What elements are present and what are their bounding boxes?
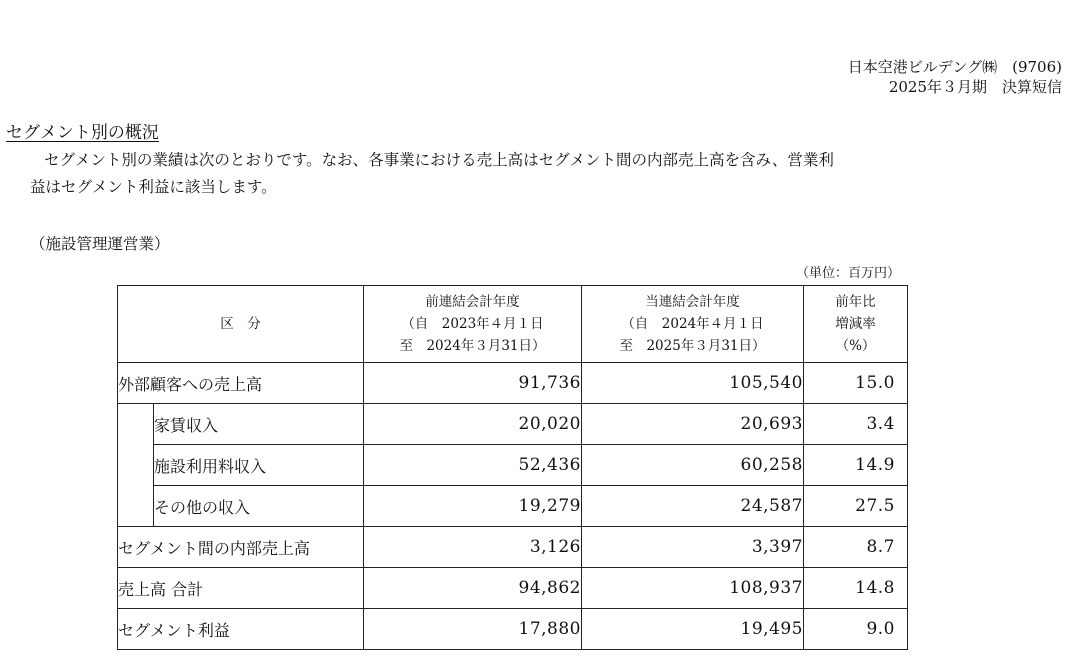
prev-value: 3,126 (364, 527, 582, 568)
row-label: 外部顧客への売上高 (118, 363, 364, 404)
indent-cell (118, 404, 154, 527)
period-line: 2025年３月期 決算短信 (888, 78, 1062, 96)
rate-value: 27.5 (804, 486, 908, 527)
row-label: 売上高 合計 (118, 568, 364, 609)
curr-year-from: （自 2024年４月１日 (621, 316, 764, 332)
curr-value: 60,258 (582, 445, 804, 486)
table-row (118, 404, 908, 445)
prev-year-to: 至 2024年３月31日） (399, 338, 546, 354)
table-header-row (118, 286, 908, 363)
rate-value: 8.7 (804, 527, 908, 568)
rate-title: 前年比 (835, 294, 876, 310)
rate-sub: 増減率 (835, 316, 876, 332)
prev-value: 52,436 (364, 445, 582, 486)
row-label: セグメント間の内部売上高 (118, 527, 364, 568)
section-title: セグメント別の概況 (6, 123, 159, 143)
rate-value: 9.0 (804, 609, 908, 650)
row-label: 家賃収入 (154, 404, 364, 445)
section-paragraph-line2: 益はセグメント利益に該当します。 (30, 178, 277, 196)
prev-value: 20,020 (364, 404, 582, 445)
division-header: 区 分 (118, 286, 364, 363)
prev-value: 19,279 (364, 486, 582, 527)
rate-value: 3.4 (804, 404, 908, 445)
table-row (118, 363, 908, 404)
curr-year-header (582, 286, 804, 363)
curr-value: 20,693 (582, 404, 804, 445)
row-label: セグメント利益 (118, 609, 364, 650)
row-label: 施設利用料収入 (154, 445, 364, 486)
row-label: その他の収入 (154, 486, 364, 527)
table-row (118, 445, 908, 486)
segment-title: （施設管理運営業） (30, 235, 170, 253)
curr-value: 105,540 (582, 363, 804, 404)
curr-value: 19,495 (582, 609, 804, 650)
prev-year-title: 前連結会計年度 (425, 294, 520, 310)
rate-value: 14.8 (804, 568, 908, 609)
unit-label: （単位：百万円） (795, 266, 900, 281)
table-row (118, 568, 908, 609)
table-row (118, 527, 908, 568)
prev-value: 91,736 (364, 363, 582, 404)
rate-value: 15.0 (804, 363, 908, 404)
curr-year-to: 至 2025年３月31日） (619, 338, 766, 354)
company-line: 日本空港ビルデング㈱ (9706) (847, 58, 1062, 76)
rate-header (804, 286, 908, 363)
rate-value: 14.9 (804, 445, 908, 486)
curr-value: 108,937 (582, 568, 804, 609)
table-row (118, 609, 908, 650)
segment-table (117, 285, 908, 650)
prev-year-from: （自 2023年４月１日 (401, 316, 544, 332)
curr-year-title: 当連結会計年度 (645, 294, 740, 310)
curr-value: 24,587 (582, 486, 804, 527)
prev-value: 94,862 (364, 568, 582, 609)
prev-year-header (364, 286, 582, 363)
section-paragraph-line1: セグメント別の業績は次のとおりです。なお、各事業における売上高はセグメント間の内部売上高を含み、営業利 (44, 151, 834, 169)
rate-unit: （%） (835, 338, 876, 354)
table-row (118, 486, 908, 527)
curr-value: 3,397 (582, 527, 804, 568)
prev-value: 17,880 (364, 609, 582, 650)
